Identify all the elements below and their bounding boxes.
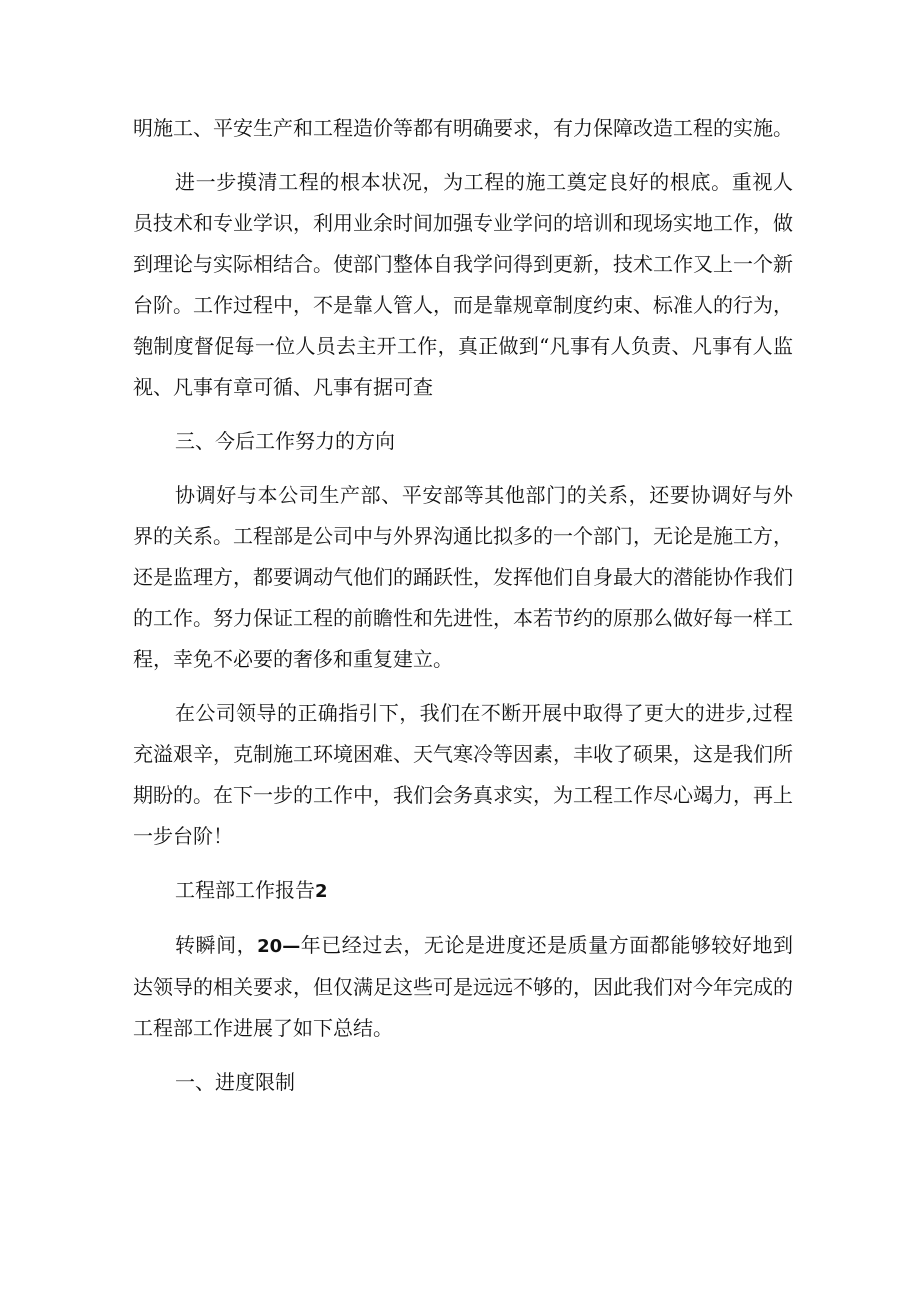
paragraph-project-status: 进一步摸清工程的根本状况，为工程的施工奠定良好的根底。重视人员技术和专业学识，利用业余时间加强专业学问的培训和现场实地工作，做到理论与实际相结合。使部门整体自我学问得到更新，技术工作又上一个新台阶。工作过程中，不是靠人管人，而是靠规章制度约束、标准人的行为，匏制度督促每一位人员去主开工作，真正做到“凡事有人负责、凡事有人监视、凡事有章可循、凡事有据可查 (133, 170, 793, 399)
paragraph-conclusion: 在公司领导的正确指引下，我们在不断开展中取得了更大的进步,过程充溢艰辛，克制施工环境困难、天气寒冷等因素，丰收了硕果，这是我们所期盼的。在下一步的工作中，我们会务真求实，为工程工作尽心竭力，再上一步台阶！ (133, 701, 793, 848)
document-body (133, 108, 793, 1116)
report-title-text: 工程部工作报告 (175, 878, 315, 902)
intro-year: 20— (257, 936, 301, 957)
report-title-number: 2 (315, 881, 328, 902)
paragraph-report-intro (133, 925, 793, 1049)
intro-text: 年已经过去，无论是进度还是质量方面都能够较好地到达领导的相关要求，但仅满足这些可是远远不够的，因此我们对今年完成的工程部工作进展了如下总结。 (133, 933, 794, 1040)
section-heading-progress-control: 一、进度限制 (175, 1070, 295, 1094)
paragraph-continuation: 明施工、平安生产和工程造价等都有明确要求，有力保障改造工程的实施。 (133, 116, 793, 140)
paragraph-coordination: 协调好与本公司生产部、平安部等其他部门的关系，还要协调好与外界的关系。工程部是公司中与外界沟通比拟多的一个部门，无论是施工方，还是监理方，都要调动气他们的踊跃性，发挥他们自身最大的潜能协作我们的工作。努力保证工程的前瞻性和先进性，本若节约的原那么做好每一样工程，幸免不必要的奢侈和重复建立。 (133, 483, 793, 671)
intro-prefix: 转瞬间， (175, 933, 258, 957)
report-title-2 (133, 870, 793, 912)
section-heading-future-direction: 三、今后工作努力的方向 (175, 429, 395, 453)
